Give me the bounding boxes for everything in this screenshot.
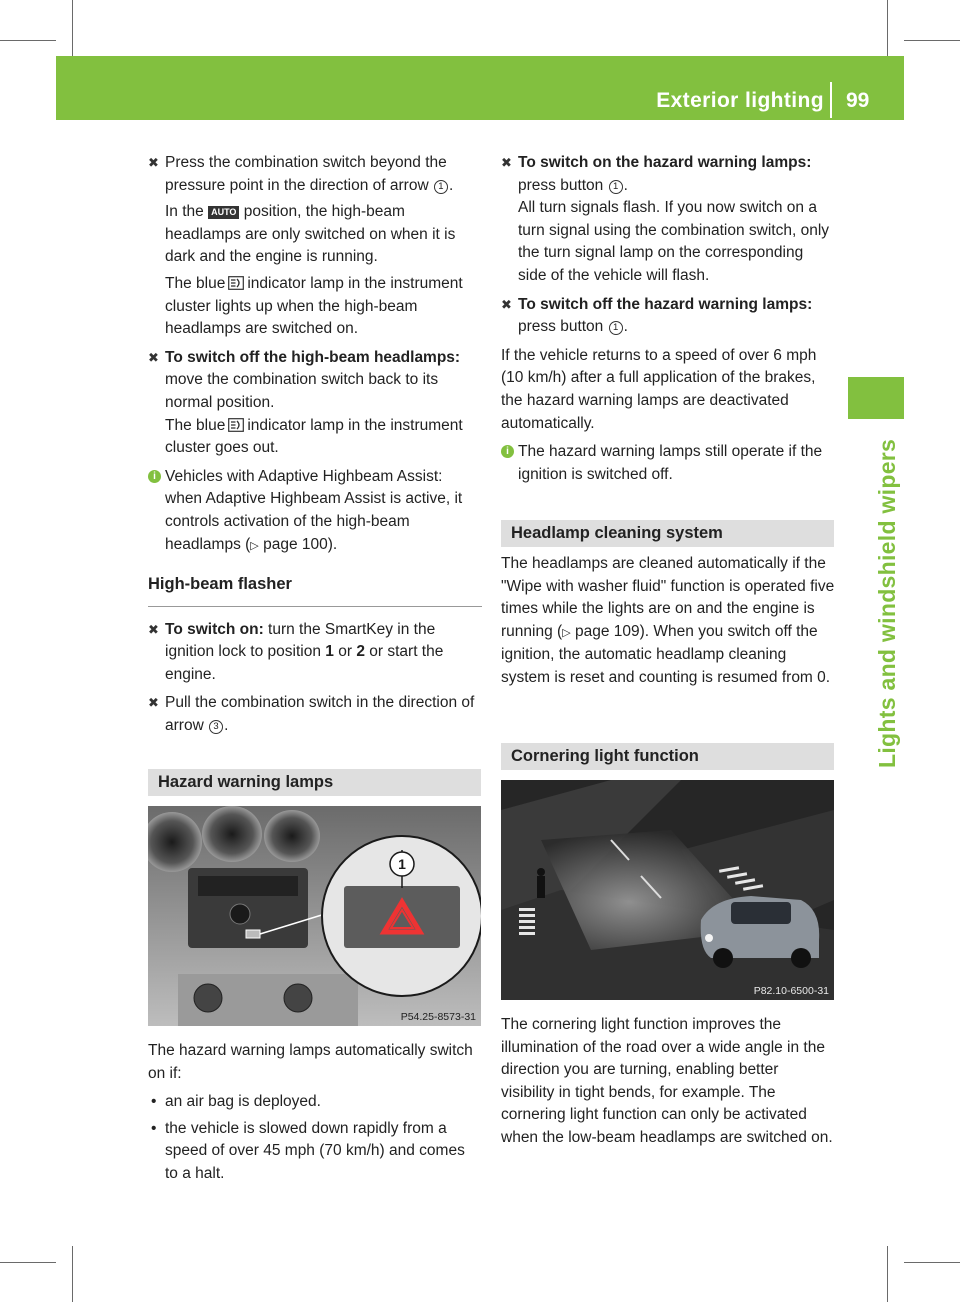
headlamp-cleaning-text — [501, 553, 835, 696]
list-item-text: the vehicle is slowed down rapidly from a speed of over 45 mph (70 km/h) and comes to a halt. — [165, 1119, 465, 1182]
step-text: or — [338, 643, 353, 661]
step-heading: To switch off the hazard warning lamps: — [518, 295, 813, 313]
info-note: i Vehicles with Adaptive Highbeam Assist: when Adaptive Highbeam Assist is active, it controls activation of the high-beam headlamps (▷ page 100). — [148, 466, 482, 557]
crop-mark — [904, 1262, 960, 1263]
subsection-heading: High-beam flasher — [148, 573, 482, 607]
step-text: or start the engine. — [165, 643, 444, 683]
step-text: press button — [518, 318, 604, 336]
instruction-step: ✖ To switch on the hazard warning lamps: press button 1 . All turn signals flash. If you now switch on a turn signal using the combination switch, only the turn signal lamp on the corresponding side of the vehicle will flash. — [501, 154, 830, 284]
list-item-text: an air bag is deployed. — [165, 1093, 321, 1111]
page-ref-arrow-icon: ▷ — [250, 539, 259, 552]
right-column — [501, 152, 835, 492]
cornering-light-text — [501, 1014, 835, 1156]
step-text: All turn signals flash. If you now switch on a turn signal using the combination switch, only the turn signal lamp on the corresponding side of the vehicle will flash. — [518, 199, 830, 284]
crop-mark — [72, 0, 73, 56]
info-note — [501, 441, 835, 486]
crop-mark — [72, 1246, 73, 1302]
step-text: turn the SmartKey in the ignition lock to position — [165, 620, 436, 661]
instruction-step — [148, 347, 482, 460]
side-tab-marker — [848, 377, 904, 419]
info-text: Vehicles with Adaptive Highbeam Assist: when Adaptive Highbeam Assist is active, it controls activation of the high-beam headlamps ( — [165, 467, 463, 553]
chapter-tab-label: Lights and windshield wipers — [874, 438, 900, 768]
instruction-step: ✖ Pull the combination switch in the direction of arrow 3 . — [148, 694, 475, 735]
hazard-switch-figure — [148, 806, 481, 1026]
page-title: Exterior lighting — [656, 89, 824, 112]
step-text: Press the combination switch beyond the pressure point in the direction of arrow — [165, 154, 447, 194]
body-paragraph: The cornering light function improves the illumination of the road over a wide angle in the direction you are turning, enabling better visibility in tight bends, for example. The cornering light function can only be activated when the low-beam headlamps are switched on. — [501, 1016, 833, 1146]
page-number: 99 — [846, 89, 870, 112]
left-column — [148, 152, 482, 744]
high-beam-icon — [228, 418, 244, 432]
crop-mark — [904, 40, 960, 41]
page-reference[interactable]: page 109 — [574, 622, 640, 640]
list-item — [148, 1118, 482, 1186]
figure-code: P54.25-8573-31 — [400, 1011, 476, 1023]
position-number: 1 — [325, 643, 334, 661]
figure-callout-number: 1 — [398, 856, 406, 872]
step-text: move the combination switch back to its normal position. — [165, 371, 439, 411]
high-beam-icon — [228, 276, 244, 290]
step-text: indicator lamp in the instrument cluster goes out. — [165, 416, 463, 457]
info-icon: i — [501, 445, 514, 458]
cornering-light-figure — [501, 780, 834, 1000]
page-reference[interactable]: page 100 — [263, 535, 328, 553]
step-text: Pull the combination switch in the direction of arrow — [165, 694, 475, 735]
position-number: 2 — [356, 643, 365, 661]
step-text: The blue — [165, 416, 226, 434]
step-heading: To switch off the high-beam headlamps: — [165, 348, 461, 366]
instruction-step — [148, 619, 482, 687]
step-arrow-icon: ✖ — [148, 621, 159, 637]
step-arrow-icon: ✖ — [148, 695, 159, 711]
step-text: In the — [165, 203, 204, 221]
step-text: position, the high-beam headlamps are only switched on when it is dark and the engine is running. — [165, 203, 456, 266]
instruction-step: ✖ Press the combination switch beyond the pressure point in the direction of arrow 1 . In the AUTO position, the high-beam headlamps are only switched on when it is dark and the engine is running. The blue indicator lamp in the instrument cluster lights up when the high-beam headlamps are switched on. — [148, 154, 463, 338]
step-arrow-icon: ✖ — [148, 155, 159, 170]
step-heading: To switch on: — [165, 620, 264, 638]
step-arrow-icon: ✖ — [501, 296, 512, 312]
step-text: The blue — [165, 274, 226, 292]
instruction-step: ✖ To switch off the hazard warning lamps: press button 1 . — [501, 295, 813, 336]
auto-icon: AUTO — [208, 206, 239, 219]
section-heading-hazard: Hazard warning lamps — [148, 769, 481, 796]
header-separator — [830, 82, 832, 118]
crop-mark — [887, 1246, 888, 1302]
body-text: ). When you switch off the ignition, the automatic headlamp cleaning system is reset and counting is resumed from 0. — [501, 622, 831, 686]
page-ref-arrow-icon: ▷ — [562, 626, 571, 639]
crop-mark — [887, 0, 888, 56]
step-text: indicator lamp in the instrument cluster lights up when the high-beam headlamps are switched on. — [165, 274, 463, 338]
info-text: The hazard warning lamps still operate if the ignition is switched off. — [518, 443, 823, 483]
callout-number: 1 — [609, 180, 623, 194]
figure-code: P82.10-6500-31 — [753, 985, 829, 997]
road-illustration — [501, 780, 834, 1000]
step-text: press button — [518, 176, 604, 194]
body-paragraph: If the vehicle returns to a speed of over 6 mph (10 km/h) after a full application of the brakes, the hazard warning lamps are deactivated automatically. — [501, 346, 817, 432]
callout-number: 1 — [609, 321, 623, 335]
info-icon: i — [148, 470, 161, 483]
callout-number: 3 — [209, 720, 223, 734]
left-lower-text — [148, 1040, 482, 1190]
step-arrow-icon: ✖ — [148, 349, 159, 365]
list-item — [148, 1091, 482, 1114]
section-heading-cornering-light: Cornering light function — [501, 743, 834, 770]
callout-number: 1 — [434, 180, 448, 194]
body-paragraph — [501, 553, 835, 690]
bullet-dot: • — [151, 1093, 157, 1111]
crop-mark — [0, 40, 56, 41]
dashboard-illustration — [148, 806, 481, 1026]
step-arrow-icon: ✖ — [501, 155, 512, 170]
body-paragraph: The hazard warning lamps automatically switch on if: — [148, 1042, 473, 1082]
crop-mark — [0, 1262, 56, 1263]
section-heading-headlamp-cleaning: Headlamp cleaning system — [501, 520, 834, 547]
step-heading: To switch on the hazard warning lamps: — [518, 154, 812, 171]
bullet-dot: • — [151, 1119, 157, 1137]
body-text: The headlamps are cleaned automatically if the "Wipe with washer fluid" function is operated five times while the lights are on and the engine is running ( — [501, 555, 835, 640]
